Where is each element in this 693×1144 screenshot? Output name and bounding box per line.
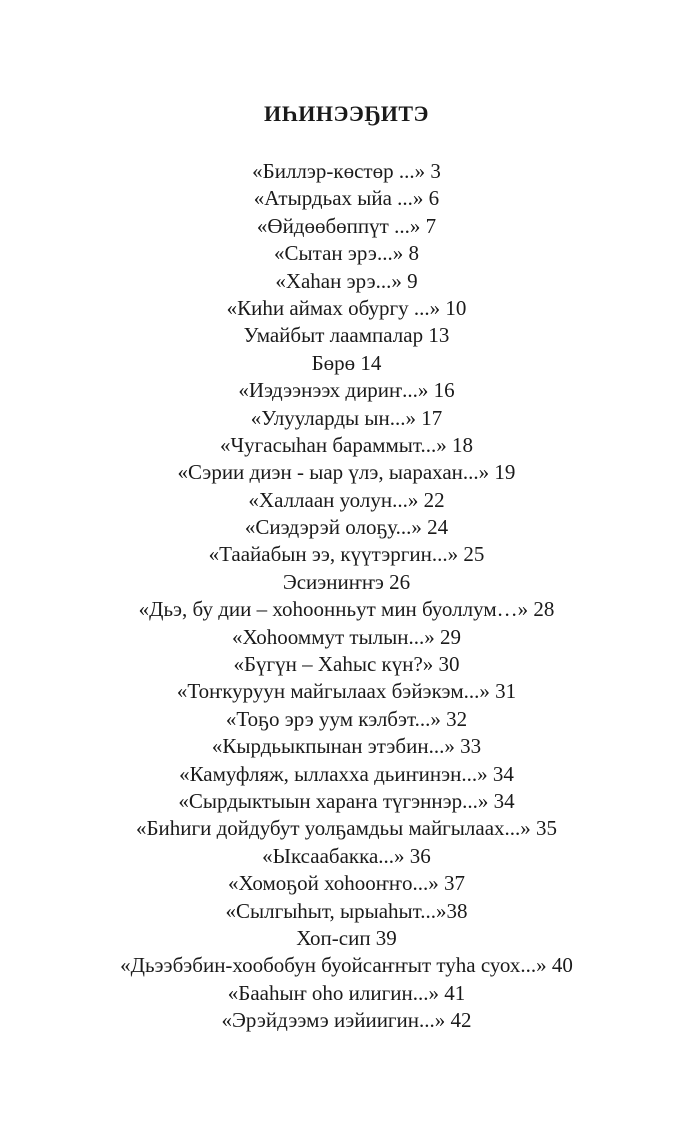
toc-entry: «Таайабын ээ, күүтэргин...» 25: [208, 542, 485, 567]
toc-entry: «Хомоҕой хоһооҥҥо...» 37: [228, 871, 465, 896]
toc-entry: «Сиэдэрэй олоҕу...» 24: [244, 515, 449, 540]
toc-entry: «Дьэ, бу дии – хоһоонньут мин буоллум…» 28: [138, 597, 555, 622]
toc-entry: «Бүгүн – Хаһыс күн?» 30: [233, 652, 460, 677]
toc-entry: «Биһиги дойдубут уолҕамдьы майгылаах...» 35: [135, 816, 558, 841]
toc-entry: «Иэдээнээх дириҥ...» 16: [238, 378, 455, 403]
toc-entry: «Сырдыктыын хараҥа түгэннэр...» 34: [178, 788, 515, 813]
toc-entry: «Дьээбэбин-хообобун буойсаҥҥыт туһа суох...» 40: [120, 953, 573, 978]
toc-entry: «Сылгыһыт, ырыаһыт...»38: [225, 898, 468, 923]
toc-entry: «Кырдьыкпынан этэбин...» 33: [211, 734, 482, 759]
toc-entry: «Ыксаабакка...» 36: [262, 843, 431, 868]
toc-entry: «Тоҥкуруун майгылаах бэйэкэм...» 31: [176, 679, 517, 704]
toc-entry: Умайбыт лаампалар 13: [243, 323, 450, 348]
toc-entry: «Бааһыҥ оһо илигин...» 41: [227, 980, 466, 1005]
toc-entry: «Атырдьах ыйа ...» 6: [253, 186, 440, 211]
toc-entry: «Сэрии диэн - ыар үлэ, ыарахан...» 19: [177, 460, 516, 485]
toc-entry: «Киһи аймах обургу ...» 10: [226, 295, 467, 320]
toc-entry: «Эрэйдээмэ иэйиигин...» 42: [221, 1008, 472, 1033]
toc-entry: «Сытан эрэ...» 8: [274, 241, 419, 266]
toc-entry: Хоп-сип 39: [296, 925, 397, 950]
toc-entry: Бөрө 14: [311, 350, 382, 375]
toc-entry: Эсиэниҥҥэ 26: [282, 569, 411, 594]
toc-entry: «Өйдөөбөппүт ...» 7: [256, 213, 437, 238]
toc-entry: «Хаһан эрэ...» 9: [275, 268, 418, 293]
toc-entry: «Хоһооммут тылын...» 29: [231, 624, 462, 649]
toc-entry: «Халлаан уолун...» 22: [248, 487, 445, 512]
table-of-contents: [0, 158, 693, 1035]
toc-entry: «Улууларды ын...» 17: [250, 405, 443, 430]
toc-entry: «Тоҕо эрэ уум кэлбэт...» 32: [225, 706, 468, 731]
page-title: ИҺИНЭЭҔИТЭ: [264, 101, 429, 126]
toc-entry: «Биллэр-көстөр ...» 3: [252, 159, 441, 183]
toc-entry: «Камуфляж, ыллаххa дьиҥинэн...» 34: [179, 761, 514, 786]
toc-entry: «Чугасыһан бараммыт...» 18: [220, 432, 473, 457]
